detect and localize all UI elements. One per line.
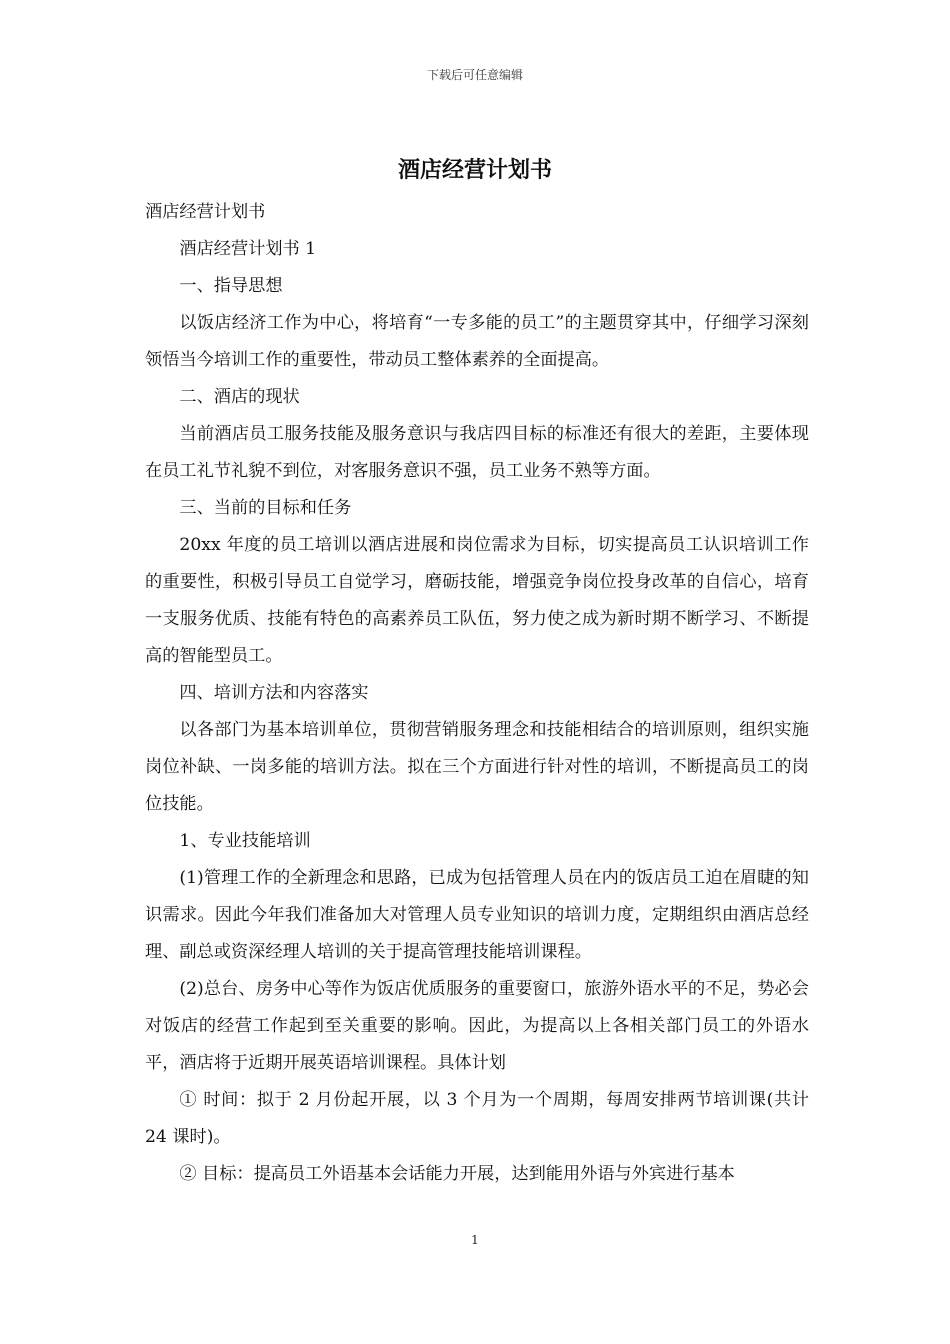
section-heading: 1、专业技能培训: [179, 831, 311, 851]
body-paragraph: ② 目标：提高员工外语基本会话能力开展，达到能用外语与外宾进行基本: [179, 1164, 735, 1184]
body-paragraph: ① 时间：拟于 2 月份起开展，以 3 个月为一个周期，每周安排两节培训课(共计 24 课时)。: [145, 1090, 809, 1147]
body-paragraph: 以各部门为基本培训单位，贯彻营销服务理念和技能相结合的培训原则，组织实施岗位补缺、一岗多能的培训方法。拟在三个方面进行针对性的培训，不断提高员工的岗位技能。: [145, 720, 809, 814]
body-paragraph: (1)管理工作的全新理念和思路，已成为包括管理人员在内的饭店员工迫在眉睫的知识需求。因此今年我们准备加大对管理人员专业知识的培训力度，定期组织由酒店总经理、副总或资深经理人培训的关于提高管理技能培训课程。: [145, 868, 809, 962]
body-paragraph: 20xx 年度的员工培训以酒店进展和岗位需求为目标，切实提高员工认识培训工作的重要性，积极引导员工自觉学习，磨砺技能，增强竞争岗位投身改革的自信心，培育一支服务优质、技能有特色的高素养员工队伍，努力使之成为新时期不断学习、不断提高的智能型员工。: [145, 535, 809, 666]
page-header: 下载后可任意编辑: [426, 68, 523, 82]
section-heading: 三、当前的目标和任务: [179, 498, 352, 518]
section-heading: 酒店经营计划书 1: [179, 239, 317, 259]
body-paragraph: 当前酒店员工服务技能及服务意识与我店四目标的标准还有很大的差距，主要体现在员工礼节礼貌不到位，对客服务意识不强，员工业务不熟等方面。: [145, 424, 809, 481]
subtitle-paragraph: 酒店经营计划书: [145, 202, 266, 222]
section-heading: 四、培训方法和内容落实: [179, 683, 369, 703]
section-heading: 二、酒店的现状: [179, 387, 300, 407]
section-heading: 一、指导思想: [179, 276, 283, 296]
body-paragraph: (2)总台、房务中心等作为饭店优质服务的重要窗口，旅游外语水平的不足，势必会对饭店的经营工作起到至关重要的影响。因此，为提高以上各相关部门员工的外语水平，酒店将于近期开展英语培训课程。具体计划: [145, 979, 809, 1073]
document-body: [145, 194, 809, 1193]
body-paragraph: 以饭店经济工作为中心，将培育“一专多能的员工”的主题贯穿其中，仔细学习深刻领悟当今培训工作的重要性，带动员工整体素养的全面提高。: [145, 313, 809, 370]
page-number: 1: [471, 1233, 479, 1247]
document-title: 酒店经营计划书: [397, 157, 552, 183]
